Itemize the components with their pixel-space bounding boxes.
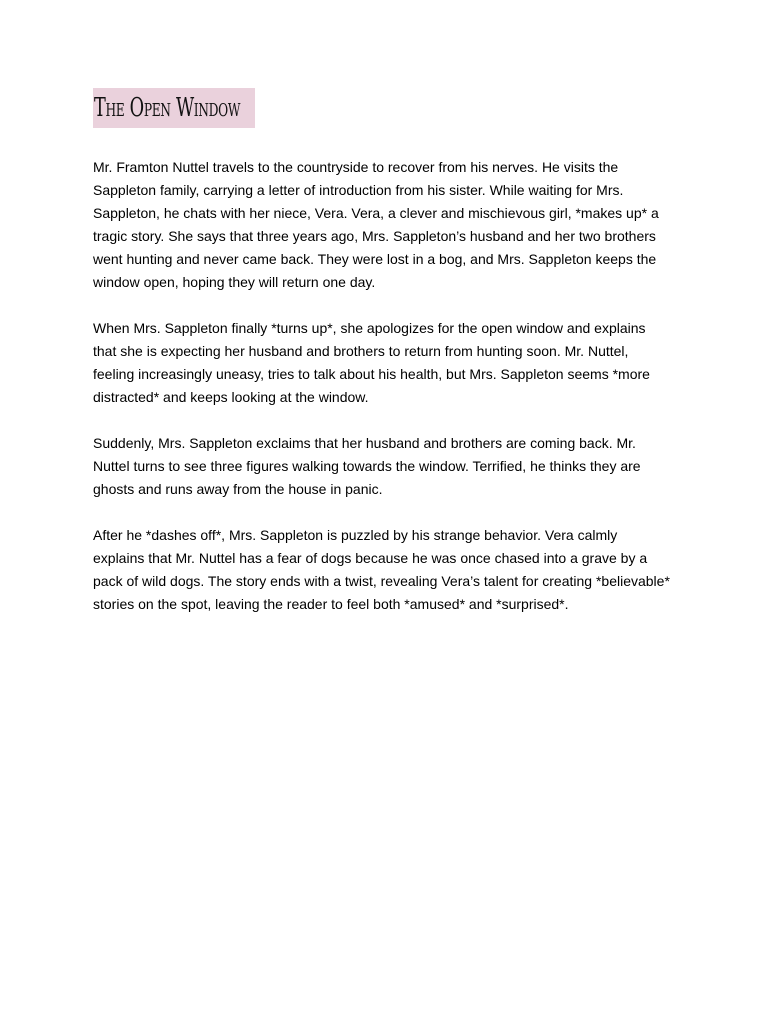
paragraph-3: Suddenly, Mrs. Sappleton exclaims that her husband and brothers are coming back. Mr. Nuttel turns to see three figures walking towards the window. Terrified, he thinks they are ghosts and runs away from the house in panic. — [93, 435, 641, 497]
title-box — [94, 88, 255, 128]
paragraph-2: When Mrs. Sappleton finally *turns up*, she apologizes for the open window and explains that she is expecting her husband and brothers to return from hunting soon. Mr. Nuttel, feeling increasingly uneasy, tries to talk about his health, but Mrs. Sappleton seems *more distracted* and keeps looking at the window. — [93, 320, 650, 405]
document-body — [93, 156, 671, 639]
document-title: The Open Window — [94, 93, 241, 123]
paragraph-1: Mr. Framton Nuttel travels to the countryside to recover from his nerves. He visits the Sappleton family, carrying a letter of introduction from his sister. While waiting for Mrs. Sappleton, he chats with her niece, Vera. Vera, a clever and mischievous girl, *makes up* a tragic story. She says that three years ago, Mrs. Sappleton’s husband and her two brothers went hunting and never came back. They were lost in a bog, and Mrs. Sappleton keeps the window open, hoping they will return one day. — [93, 159, 659, 290]
title-highlight — [93, 88, 255, 128]
paragraph-4: After he *dashes off*, Mrs. Sappleton is puzzled by his strange behavior. Vera calmly explains that Mr. Nuttel has a fear of dogs because he was once chased into a grave by a pack of wild dogs. The story ends with a twist, revealing Vera’s talent for creating *believable* stories on the spot, leaving the reader to feel both *amused* and *surprised*. — [93, 527, 670, 612]
